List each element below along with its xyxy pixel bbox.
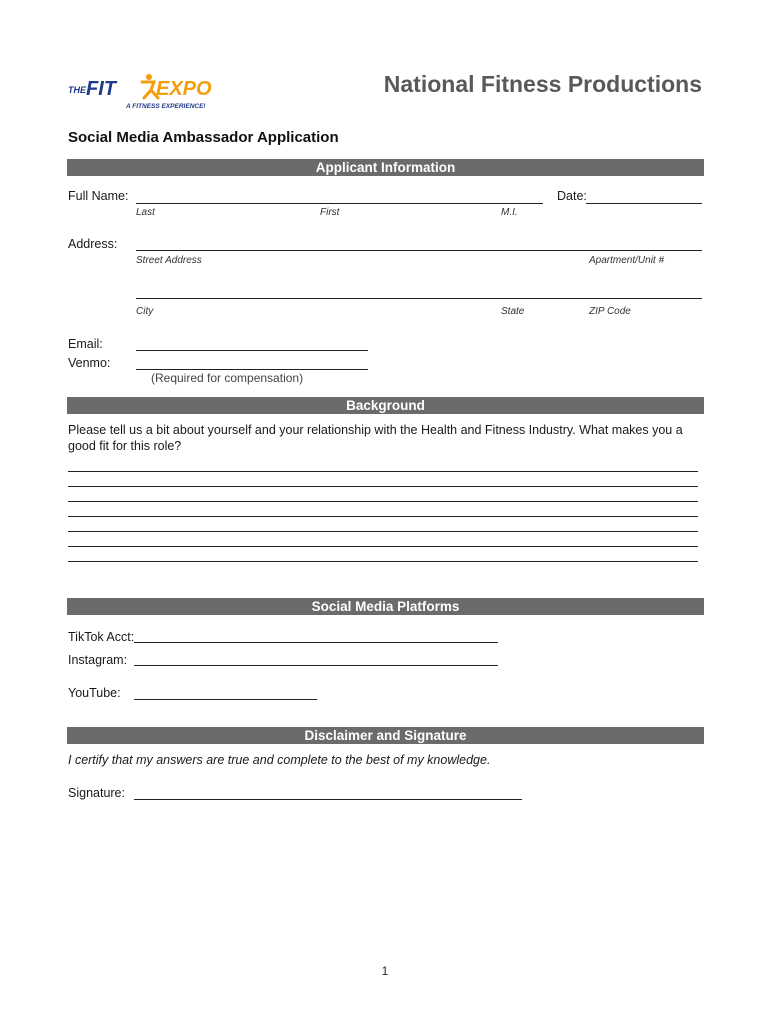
fitexpo-logo	[68, 72, 240, 112]
page-number: 1	[381, 964, 389, 978]
background-answer-line[interactable]	[68, 531, 698, 532]
section-band-applicant: Applicant Information	[67, 159, 704, 176]
date-label: Date:	[557, 189, 587, 203]
background-answer-line[interactable]	[68, 516, 698, 517]
address-label: Address:	[68, 237, 118, 251]
section-band-social-media: Social Media Platforms	[67, 598, 704, 615]
venmo-note: (Required for compensation)	[151, 371, 304, 385]
youtube-field[interactable]	[134, 699, 317, 700]
form-title: Social Media Ambassador Application	[68, 129, 339, 146]
background-answer-line[interactable]	[68, 486, 698, 487]
signature-label: Signature:	[68, 786, 125, 800]
certification-statement: I certify that my answers are true and complete to the best of my knowledge.	[68, 753, 491, 767]
street-address-field[interactable]	[136, 250, 702, 251]
instagram-label: Instagram:	[68, 653, 128, 667]
email-field[interactable]	[136, 350, 368, 351]
apartment-sublabel: Apartment/Unit #	[589, 255, 665, 266]
fitexpo-logo-graphic	[68, 72, 240, 112]
zip-sublabel: ZIP Code	[589, 306, 631, 317]
full-name-field[interactable]	[136, 203, 543, 204]
background-answer-line[interactable]	[68, 561, 698, 562]
tiktok-field[interactable]	[134, 642, 498, 643]
background-answer-line[interactable]	[68, 501, 698, 502]
background-answer-line[interactable]	[68, 546, 698, 547]
full-name-label: Full Name:	[68, 189, 129, 203]
last-name-sublabel: Last	[136, 207, 155, 218]
background-prompt: Please tell us a bit about yourself and your relationship with the Health and Fitness Industry. What makes you a good fit for this role?	[68, 423, 683, 453]
youtube-label: YouTube:	[68, 686, 121, 700]
first-name-sublabel: First	[320, 207, 340, 218]
city-state-zip-field[interactable]	[136, 298, 702, 299]
city-sublabel: City	[136, 306, 154, 317]
venmo-field[interactable]	[136, 369, 368, 370]
tiktok-label: TikTok Acct:	[68, 630, 135, 644]
state-sublabel: State	[501, 306, 525, 317]
logo-the: THE	[68, 85, 86, 95]
logo-tagline: A FITNESS EXPERIENCE!	[126, 103, 206, 110]
date-field[interactable]	[586, 203, 702, 204]
street-address-sublabel: Street Address	[136, 255, 202, 266]
email-label: Email:	[68, 337, 103, 351]
logo-expo: EXPO	[156, 78, 212, 100]
signature-field[interactable]	[134, 799, 522, 800]
venmo-label: Venmo:	[68, 356, 111, 370]
logo-fit: FIT	[86, 78, 116, 100]
organization-title: National Fitness Productions	[383, 71, 702, 97]
section-band-disclaimer: Disclaimer and Signature	[67, 727, 704, 744]
middle-initial-sublabel: M.I.	[501, 207, 518, 218]
instagram-field[interactable]	[134, 665, 498, 666]
section-band-background: Background	[67, 397, 704, 414]
background-answer-line[interactable]	[68, 471, 698, 472]
